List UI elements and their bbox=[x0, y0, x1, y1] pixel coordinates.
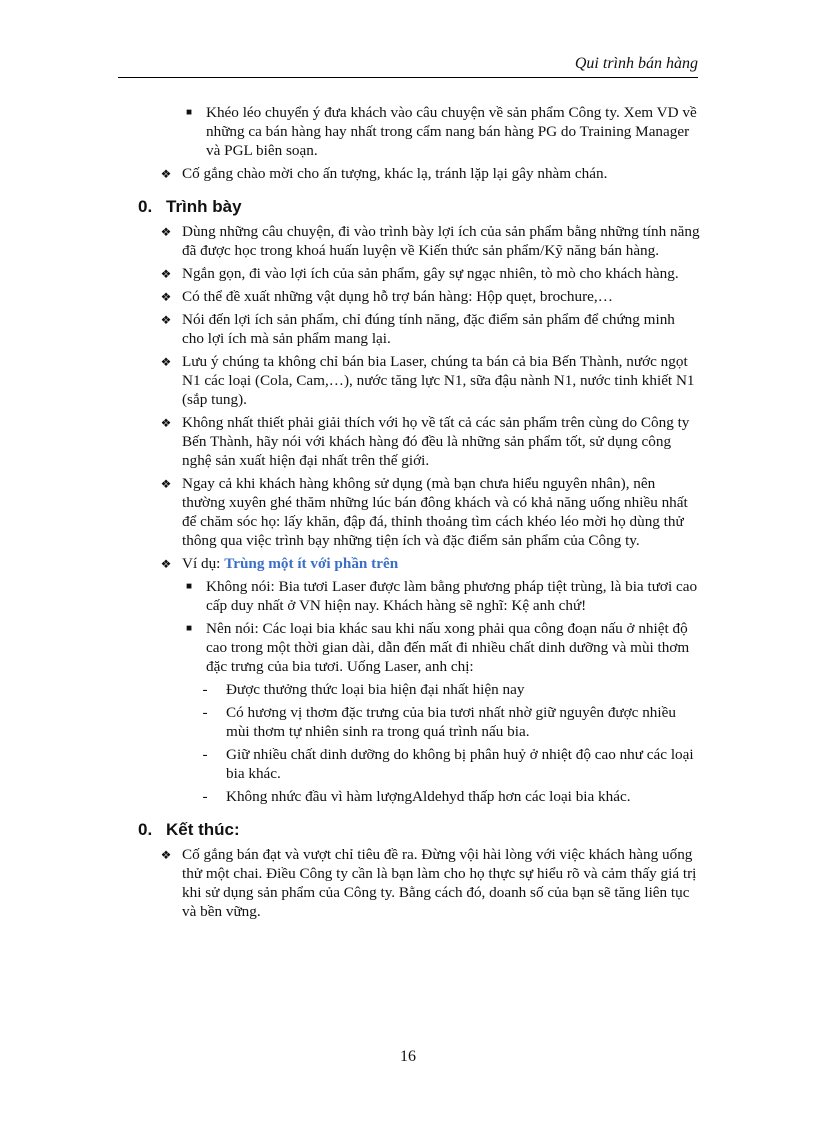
diamond-bullet-icon: ❖ bbox=[160, 267, 172, 281]
list-item-text: Có hương vị thơm đặc trưng của bia tươi nhất nhờ giữ nguyên được nhiều mùi thơm tự nhiên sinh ra trong quá trình nấu bia. bbox=[226, 704, 676, 740]
list-item bbox=[138, 222, 700, 260]
list-item-text: Ngắn gọn, đi vào lợi ích của sản phẩm, gây sự ngạc nhiên, tò mò cho khách hàng. bbox=[182, 265, 679, 282]
list-item bbox=[138, 745, 700, 783]
list-item-text: Khéo léo chuyển ý đưa khách vào câu chuyện về sản phẩm Công ty. Xem VD về những ca bán hàng hay nhất trong cẩm nang bán hàng PG do Training Manager và PGL biên soạn. bbox=[206, 104, 697, 159]
diamond-bullet-icon: ❖ bbox=[160, 355, 172, 369]
list-item bbox=[138, 287, 700, 306]
list-item-text: Không nói: Bia tươi Laser được làm bằng phương pháp tiệt trùng, là bia tươi cao cấp duy nhất ở VN hiện nay. Khách hàng sẽ nghĩ: Kệ anh chứ! bbox=[206, 578, 698, 614]
section-heading-close bbox=[138, 820, 700, 839]
list-item-text: Không nhức đầu vì hàm lượngAldehyd thấp hơn các loại bia khác. bbox=[226, 788, 631, 805]
page-number: 16 bbox=[400, 1048, 416, 1065]
list-item-text: Nên nói: Các loại bia khác sau khi nấu xong phải qua công đoạn nấu ở nhiệt độ cao trong một thời gian dài, dẫn đến mất đi nhiều chất dinh dưỡng và mùi thơm đặc trưng của bia tươi. Uống Laser, anh chị: bbox=[206, 620, 690, 675]
diamond-bullet-icon: ❖ bbox=[160, 290, 172, 304]
list-item-text: Ngay cả khi khách hàng không sử dụng (mà bạn chưa hiểu nguyên nhân), nên thường xuyên ghé thăm những lúc bán đông khách và có khả năng uống nhiều nhất để chăm sóc họ: lấy khăn, đập đá, thỉnh thoảng tìm cách khéo léo mời họ dùng thử thông qua việc trình bạy những tiện ích và đặc điểm sản phẩm của Công ty. bbox=[182, 475, 688, 549]
diamond-bullet-icon: ❖ bbox=[160, 167, 172, 181]
page-content bbox=[138, 103, 700, 925]
list-item-text: Cố gắng bán đạt và vượt chỉ tiêu đề ra. Đừng vội hài lòng với việc khách hàng uống thử một chai. Điều Công ty cần là bạn làm cho họ thực sự hiểu rõ và cảm thấy giá trị khi sử dụng sản phẩm của Công ty. Bằng cách đó, doanh số của bạn sẽ tăng liên tục và bền vững. bbox=[182, 846, 697, 920]
diamond-bullet-icon: ❖ bbox=[160, 557, 172, 571]
square-bullet-icon: ■ bbox=[185, 623, 193, 634]
list-item-text: Không nhất thiết phải giải thích với họ về tất cả các sản phẩm trên cùng do Công ty Bến Thành, hãy nói với khách hàng đó đều là những sản phẩm tốt, sử dụng công nghệ sản xuất hiện đại nhất trên thế giới. bbox=[182, 414, 690, 469]
section-number: 0. bbox=[138, 197, 153, 216]
section-title: Trình bày bbox=[166, 197, 242, 216]
square-bullet-icon: ■ bbox=[185, 107, 193, 118]
list-item-text: Cố gắng chào mời cho ấn tượng, khác lạ, tránh lặp lại gây nhàm chán. bbox=[182, 165, 608, 182]
list-item-text: Lưu ý chúng ta không chỉ bán bia Laser, chúng ta bán cả bia Bến Thành, nước ngọt N1 các loại (Cola, Cam,…), nước tăng lực N1, sữa đậu nành N1, nước tinh khiết N1 (sắp tung). bbox=[182, 353, 695, 408]
square-bullet-icon: ■ bbox=[185, 581, 193, 592]
section-title: Kết thúc: bbox=[166, 820, 240, 839]
example-highlight: Trùng một ít với phần trên bbox=[224, 555, 399, 572]
header-rule bbox=[118, 77, 698, 78]
diamond-bullet-icon: ❖ bbox=[160, 313, 172, 327]
list-item bbox=[138, 787, 700, 806]
list-item bbox=[138, 264, 700, 283]
list-item bbox=[138, 352, 700, 409]
list-item bbox=[138, 619, 700, 676]
list-item bbox=[138, 413, 700, 470]
example-item bbox=[138, 554, 700, 573]
list-item-text: Dùng những câu chuyện, đi vào trình bày lợi ích của sản phẩm bằng những tính năng đã được học trong khoá huấn luyện về Kiến thức sản phẩm/Kỹ năng bán hàng. bbox=[182, 223, 700, 259]
list-item bbox=[138, 845, 700, 921]
list-item bbox=[138, 703, 700, 741]
dash-bullet-icon: - bbox=[202, 681, 208, 698]
dash-bullet-icon: - bbox=[202, 704, 208, 721]
diamond-bullet-icon: ❖ bbox=[160, 848, 172, 862]
section-number: 0. bbox=[138, 820, 153, 839]
diamond-bullet-icon: ❖ bbox=[160, 225, 172, 239]
example-prefix: Ví dụ: bbox=[182, 555, 225, 572]
diamond-bullet-icon: ❖ bbox=[160, 416, 172, 430]
section-heading-present bbox=[138, 197, 700, 216]
list-item bbox=[138, 103, 700, 160]
diamond-bullet-icon: ❖ bbox=[160, 477, 172, 491]
list-item-text: Nói đến lợi ích sản phẩm, chỉ đúng tính năng, đặc điểm sản phẩm để chứng minh cho lợi ích mà sản phẩm mang lại. bbox=[182, 311, 675, 347]
dash-bullet-icon: - bbox=[202, 746, 208, 763]
list-item-text: Giữ nhiều chất dinh dưỡng do không bị phân huỷ ở nhiệt độ cao như các loại bia khác. bbox=[226, 746, 694, 782]
list-item bbox=[138, 474, 700, 550]
list-item-text: Được thưởng thức loại bia hiện đại nhất hiện nay bbox=[226, 681, 525, 698]
dash-bullet-icon: - bbox=[202, 788, 208, 805]
page-header-title: Qui trình bán hàng bbox=[574, 55, 698, 72]
list-item bbox=[138, 577, 700, 615]
list-item bbox=[138, 680, 700, 699]
list-item-text: Có thể đề xuất những vật dụng hỗ trợ bán hàng: Hộp quẹt, brochure,… bbox=[182, 288, 613, 305]
list-item bbox=[138, 310, 700, 348]
list-item bbox=[138, 164, 700, 183]
